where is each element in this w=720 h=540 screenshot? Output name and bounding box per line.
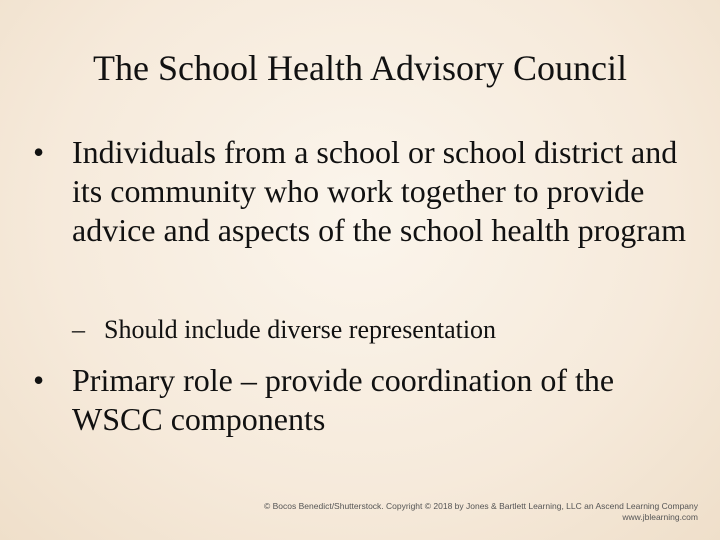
bullet-text: Individuals from a school or school district and its community who work together to provide advice and aspects of the school health program (72, 134, 686, 248)
bullet-text: Primary role – provide coordination of the WSCC components (72, 362, 615, 437)
copyright-credit (264, 501, 698, 523)
bullet-item (33, 361, 693, 439)
sub-bullet-item (72, 313, 692, 347)
bullet-marker: • (33, 134, 45, 170)
bullet-marker: • (33, 362, 45, 398)
credit-url: www.jblearning.com (622, 512, 698, 522)
sub-bullet-text: Should include diverse representation (104, 315, 497, 344)
bullet-item (33, 133, 693, 250)
credit-line: © Bocos Benedict/Shutterstock. Copyright © 2018 by Jones & Bartlett Learning, LLC an Ascend Learning Company (264, 501, 698, 511)
slide-title: The School Health Advisory Council (93, 48, 627, 88)
sub-bullet-marker: – (72, 315, 85, 344)
